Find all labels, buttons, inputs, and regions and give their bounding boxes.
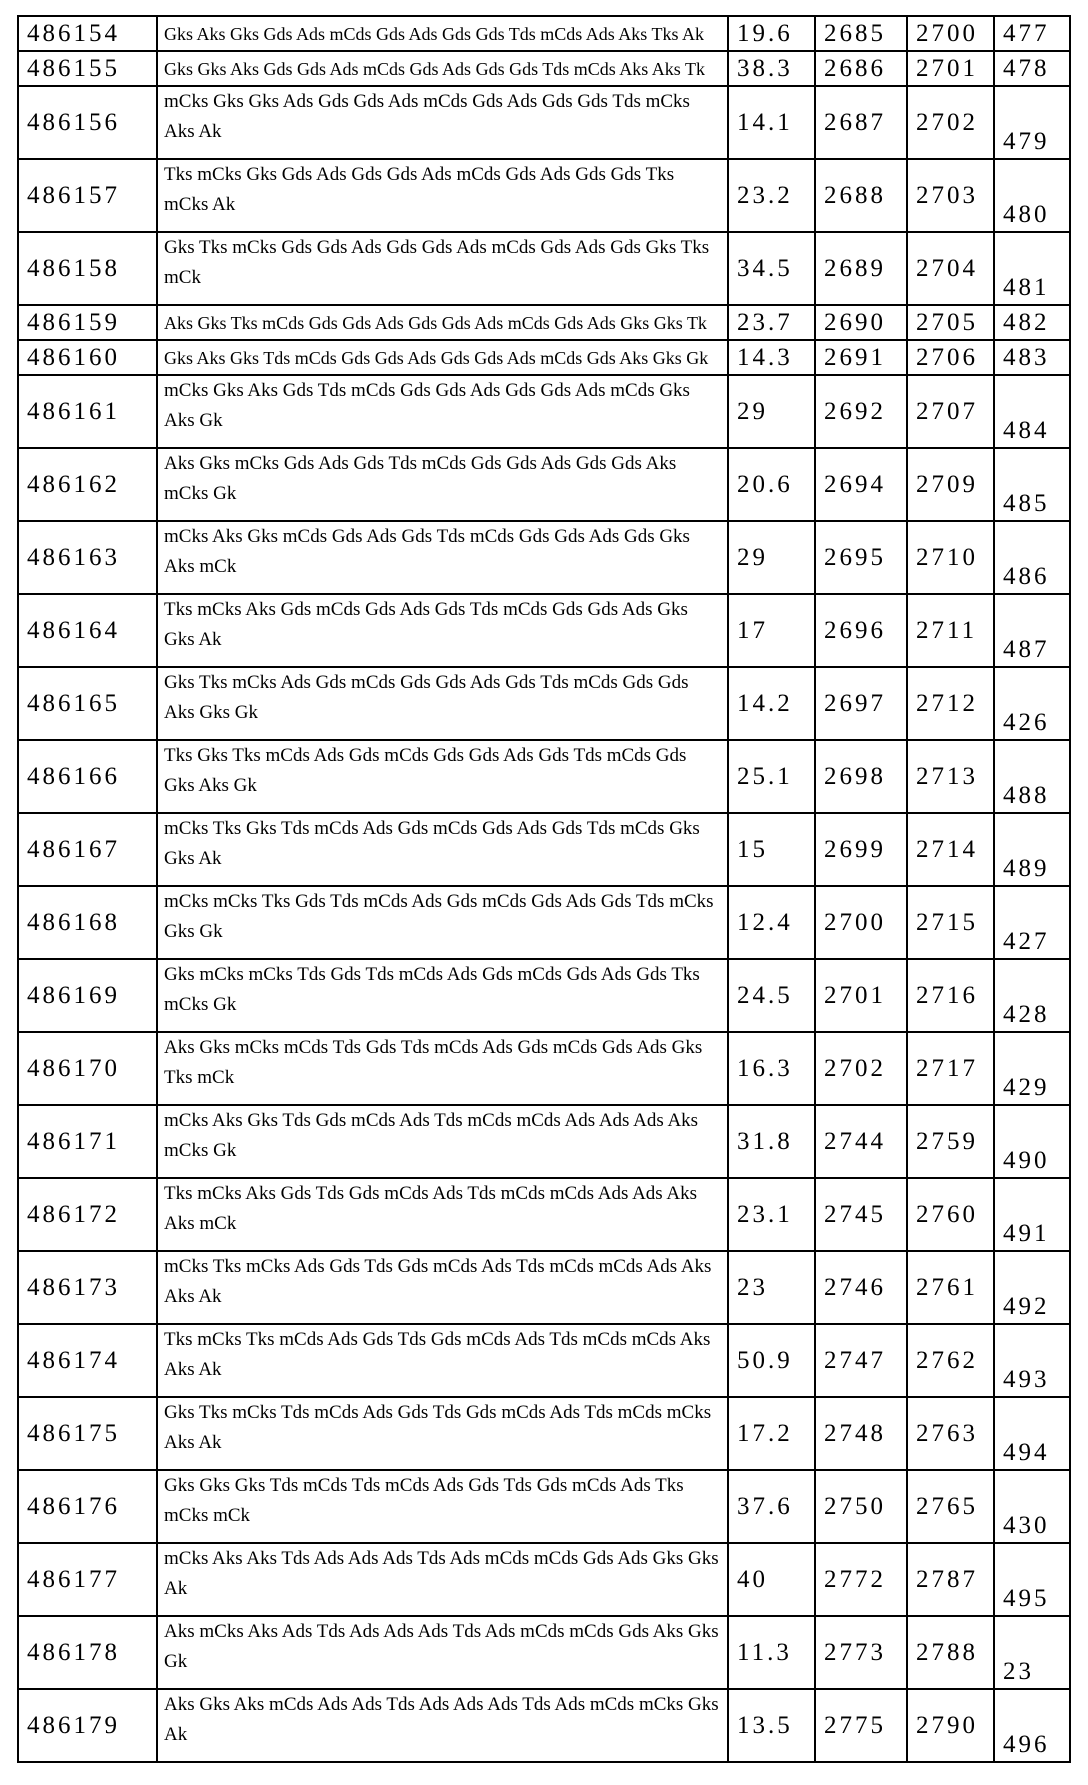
isis-number-cell: 486179: [18, 1689, 157, 1762]
isis-number-cell: 486171: [18, 1105, 157, 1178]
isis-number-cell: 486162: [18, 448, 157, 521]
percent-inhibition-cell: 38.3: [728, 51, 815, 86]
seq-id-cell: 426: [994, 667, 1070, 740]
seq-id-cell: 478: [994, 51, 1070, 86]
stop-site-cell: 2716: [907, 959, 994, 1032]
table-row: [18, 740, 1070, 813]
isis-number-cell: 486168: [18, 886, 157, 959]
start-site-cell: 2694: [815, 448, 907, 521]
table-row: [18, 594, 1070, 667]
start-site-cell: 2773: [815, 1616, 907, 1689]
table-row: [18, 448, 1070, 521]
start-site-cell: 2686: [815, 51, 907, 86]
isis-number-cell: 486167: [18, 813, 157, 886]
start-site-cell: 2685: [815, 16, 907, 51]
percent-inhibition-cell: 23.7: [728, 305, 815, 340]
table-row: [18, 1397, 1070, 1470]
percent-inhibition-cell: 34.5: [728, 232, 815, 305]
isis-number-cell: 486175: [18, 1397, 157, 1470]
seq-id-cell: 480: [994, 159, 1070, 232]
percent-inhibition-cell: 50.9: [728, 1324, 815, 1397]
table-row: [18, 1251, 1070, 1324]
start-site-cell: 2695: [815, 521, 907, 594]
table-row: [18, 1689, 1070, 1762]
isis-number-cell: 486154: [18, 16, 157, 51]
start-site-cell: 2697: [815, 667, 907, 740]
table-row: [18, 159, 1070, 232]
table-row: [18, 375, 1070, 448]
table-row: [18, 1324, 1070, 1397]
seq-id-cell: 479: [994, 86, 1070, 159]
stop-site-cell: 2715: [907, 886, 994, 959]
sequence-cell: Aks Gks mCks mCds Tds Gds Tds mCds Ads Gds mCds Gds Ads Gks Tks mCk: [157, 1032, 728, 1105]
sequence-cell: Gks Tks mCks Gds Gds Ads Gds Gds Ads mCds Gds Ads Gds Gks Tks mCk: [157, 232, 728, 305]
start-site-cell: 2750: [815, 1470, 907, 1543]
table-row: [18, 1470, 1070, 1543]
stop-site-cell: 2705: [907, 305, 994, 340]
seq-id-cell: 429: [994, 1032, 1070, 1105]
start-site-cell: 2746: [815, 1251, 907, 1324]
isis-number-cell: 486176: [18, 1470, 157, 1543]
stop-site-cell: 2711: [907, 594, 994, 667]
start-site-cell: 2775: [815, 1689, 907, 1762]
isis-number-cell: 486160: [18, 340, 157, 375]
start-site-cell: 2696: [815, 594, 907, 667]
start-site-cell: 2772: [815, 1543, 907, 1616]
percent-inhibition-cell: 14.2: [728, 667, 815, 740]
table-row: [18, 1178, 1070, 1251]
table-row: [18, 86, 1070, 159]
seq-id-cell: 493: [994, 1324, 1070, 1397]
isis-number-cell: 486177: [18, 1543, 157, 1616]
sequence-cell: Tks mCks Gks Gds Ads Gds Gds Ads mCds Gds Ads Gds Gds Tks mCks Ak: [157, 159, 728, 232]
percent-inhibition-cell: 16.3: [728, 1032, 815, 1105]
stop-site-cell: 2762: [907, 1324, 994, 1397]
sequence-cell: mCks Aks Gks Tds Gds mCds Ads Tds mCds mCds Ads Ads Ads Aks mCks Gk: [157, 1105, 728, 1178]
isis-number-cell: 486159: [18, 305, 157, 340]
percent-inhibition-cell: 19.6: [728, 16, 815, 51]
table-row: [18, 305, 1070, 340]
stop-site-cell: 2714: [907, 813, 994, 886]
stop-site-cell: 2707: [907, 375, 994, 448]
seq-id-cell: 486: [994, 521, 1070, 594]
table-row: [18, 521, 1070, 594]
isis-number-cell: 486173: [18, 1251, 157, 1324]
seq-id-cell: 427: [994, 886, 1070, 959]
sequence-cell: Gks mCks mCks Tds Gds Tds mCds Ads Gds mCds Gds Ads Gds Tks mCks Gk: [157, 959, 728, 1032]
percent-inhibition-cell: 14.1: [728, 86, 815, 159]
start-site-cell: 2690: [815, 305, 907, 340]
stop-site-cell: 2790: [907, 1689, 994, 1762]
sequence-cell: mCks Gks Aks Gds Tds mCds Gds Gds Ads Gds Gds Ads mCds Gks Aks Gk: [157, 375, 728, 448]
sequence-cell: Gks Aks Gks Gds Ads mCds Gds Ads Gds Gds Tds mCds Ads Aks Tks Ak: [157, 16, 728, 51]
isis-number-cell: 486155: [18, 51, 157, 86]
isis-number-cell: 486164: [18, 594, 157, 667]
table-row: [18, 1543, 1070, 1616]
sequence-cell: mCks Aks Aks Tds Ads Ads Ads Tds Ads mCds mCds Gds Ads Gks Gks Ak: [157, 1543, 728, 1616]
isis-number-cell: 486172: [18, 1178, 157, 1251]
start-site-cell: 2744: [815, 1105, 907, 1178]
isis-number-cell: 486166: [18, 740, 157, 813]
table-row: [18, 340, 1070, 375]
percent-inhibition-cell: 17: [728, 594, 815, 667]
stop-site-cell: 2712: [907, 667, 994, 740]
sequence-cell: Tks mCks Aks Gds mCds Gds Ads Gds Tds mCds Gds Gds Ads Gks Gks Ak: [157, 594, 728, 667]
percent-inhibition-cell: 24.5: [728, 959, 815, 1032]
percent-inhibition-cell: 37.6: [728, 1470, 815, 1543]
start-site-cell: 2700: [815, 886, 907, 959]
percent-inhibition-cell: 11.3: [728, 1616, 815, 1689]
seq-id-cell: 488: [994, 740, 1070, 813]
percent-inhibition-cell: 31.8: [728, 1105, 815, 1178]
isis-number-cell: 486178: [18, 1616, 157, 1689]
percent-inhibition-cell: 29: [728, 375, 815, 448]
stop-site-cell: 2702: [907, 86, 994, 159]
sequence-cell: mCks mCks Tks Gds Tds mCds Ads Gds mCds Gds Ads Gds Tds mCks Gks Gk: [157, 886, 728, 959]
seq-id-cell: 487: [994, 594, 1070, 667]
oligonucleotide-table: [17, 15, 1071, 1763]
stop-site-cell: 2761: [907, 1251, 994, 1324]
isis-number-cell: 486169: [18, 959, 157, 1032]
table-row: [18, 1032, 1070, 1105]
start-site-cell: 2747: [815, 1324, 907, 1397]
isis-number-cell: 486170: [18, 1032, 157, 1105]
isis-number-cell: 486156: [18, 86, 157, 159]
table-row: [18, 886, 1070, 959]
percent-inhibition-cell: 13.5: [728, 1689, 815, 1762]
table-row: [18, 959, 1070, 1032]
start-site-cell: 2702: [815, 1032, 907, 1105]
stop-site-cell: 2787: [907, 1543, 994, 1616]
seq-id-cell: 495: [994, 1543, 1070, 1616]
percent-inhibition-cell: 15: [728, 813, 815, 886]
stop-site-cell: 2710: [907, 521, 994, 594]
start-site-cell: 2689: [815, 232, 907, 305]
stop-site-cell: 2717: [907, 1032, 994, 1105]
start-site-cell: 2698: [815, 740, 907, 813]
start-site-cell: 2692: [815, 375, 907, 448]
start-site-cell: 2701: [815, 959, 907, 1032]
seq-id-cell: 430: [994, 1470, 1070, 1543]
sequence-cell: Aks Gks mCks Gds Ads Gds Tds mCds Gds Gds Ads Gds Gds Aks mCks Gk: [157, 448, 728, 521]
percent-inhibition-cell: 23.2: [728, 159, 815, 232]
percent-inhibition-cell: 23: [728, 1251, 815, 1324]
seq-id-cell: 23: [994, 1616, 1070, 1689]
seq-id-cell: 489: [994, 813, 1070, 886]
table-row: [18, 667, 1070, 740]
percent-inhibition-cell: 23.1: [728, 1178, 815, 1251]
stop-site-cell: 2788: [907, 1616, 994, 1689]
sequence-cell: Gks Aks Gks Tds mCds Gds Gds Ads Gds Gds Ads mCds Gds Aks Gks Gk: [157, 340, 728, 375]
sequence-cell: mCks Tks Gks Tds mCds Ads Gds mCds Gds Ads Gds Tds mCds Gks Gks Ak: [157, 813, 728, 886]
sequence-cell: mCks Gks Gks Ads Gds Gds Ads mCds Gds Ads Gds Gds Tds mCks Aks Ak: [157, 86, 728, 159]
seq-id-cell: 496: [994, 1689, 1070, 1762]
start-site-cell: 2687: [815, 86, 907, 159]
sequence-cell: mCks Aks Gks mCds Gds Ads Gds Tds mCds Gds Gds Ads Gds Gks Aks mCk: [157, 521, 728, 594]
start-site-cell: 2699: [815, 813, 907, 886]
stop-site-cell: 2713: [907, 740, 994, 813]
percent-inhibition-cell: 20.6: [728, 448, 815, 521]
sequence-cell: Gks Gks Aks Gds Gds Ads mCds Gds Ads Gds Gds Tds mCds Aks Aks Tk: [157, 51, 728, 86]
table-row: [18, 51, 1070, 86]
seq-id-cell: 482: [994, 305, 1070, 340]
isis-number-cell: 486157: [18, 159, 157, 232]
sequence-cell: Gks Gks Gks Tds mCds Tds mCds Ads Gds Tds Gds mCds Ads Tks mCks mCk: [157, 1470, 728, 1543]
start-site-cell: 2688: [815, 159, 907, 232]
sequence-cell: Gks Tks mCks Ads Gds mCds Gds Gds Ads Gds Tds mCds Gds Gds Aks Gks Gk: [157, 667, 728, 740]
seq-id-cell: 483: [994, 340, 1070, 375]
seq-id-cell: 428: [994, 959, 1070, 1032]
stop-site-cell: 2700: [907, 16, 994, 51]
start-site-cell: 2745: [815, 1178, 907, 1251]
stop-site-cell: 2760: [907, 1178, 994, 1251]
table-row: [18, 813, 1070, 886]
start-site-cell: 2748: [815, 1397, 907, 1470]
start-site-cell: 2691: [815, 340, 907, 375]
percent-inhibition-cell: 12.4: [728, 886, 815, 959]
table-row: [18, 232, 1070, 305]
seq-id-cell: 477: [994, 16, 1070, 51]
isis-number-cell: 486165: [18, 667, 157, 740]
stop-site-cell: 2763: [907, 1397, 994, 1470]
stop-site-cell: 2701: [907, 51, 994, 86]
stop-site-cell: 2759: [907, 1105, 994, 1178]
stop-site-cell: 2706: [907, 340, 994, 375]
seq-id-cell: 494: [994, 1397, 1070, 1470]
sequence-cell: Gks Tks mCks Tds mCds Ads Gds Tds Gds mCds Ads Tds mCds mCks Aks Ak: [157, 1397, 728, 1470]
table-row: [18, 1105, 1070, 1178]
table-row: [18, 1616, 1070, 1689]
sequence-cell: mCks Tks mCks Ads Gds Tds Gds mCds Ads Tds mCds mCds Ads Aks Aks Ak: [157, 1251, 728, 1324]
sequence-cell: Tks mCks Tks mCds Ads Gds Tds Gds mCds Ads Tds mCds mCds Aks Aks Ak: [157, 1324, 728, 1397]
sequence-cell: Aks Gks Aks mCds Ads Ads Tds Ads Ads Ads Tds Ads mCds mCks Gks Ak: [157, 1689, 728, 1762]
stop-site-cell: 2703: [907, 159, 994, 232]
percent-inhibition-cell: 40: [728, 1543, 815, 1616]
sequence-cell: Aks mCks Aks Ads Tds Ads Ads Ads Tds Ads mCds mCds Gds Aks Gks Gk: [157, 1616, 728, 1689]
percent-inhibition-cell: 17.2: [728, 1397, 815, 1470]
sequence-cell: Tks mCks Aks Gds Tds Gds mCds Ads Tds mCds mCds Ads Ads Aks Aks mCk: [157, 1178, 728, 1251]
sequence-cell: Tks Gks Tks mCds Ads Gds mCds Gds Gds Ads Gds Tds mCds Gds Gks Aks Gk: [157, 740, 728, 813]
percent-inhibition-cell: 29: [728, 521, 815, 594]
percent-inhibition-cell: 25.1: [728, 740, 815, 813]
seq-id-cell: 485: [994, 448, 1070, 521]
isis-number-cell: 486161: [18, 375, 157, 448]
stop-site-cell: 2765: [907, 1470, 994, 1543]
seq-id-cell: 481: [994, 232, 1070, 305]
seq-id-cell: 490: [994, 1105, 1070, 1178]
sequence-cell: Aks Gks Tks mCds Gds Gds Ads Gds Gds Ads mCds Gds Ads Gks Gks Tk: [157, 305, 728, 340]
isis-number-cell: 486174: [18, 1324, 157, 1397]
isis-number-cell: 486158: [18, 232, 157, 305]
isis-number-cell: 486163: [18, 521, 157, 594]
percent-inhibition-cell: 14.3: [728, 340, 815, 375]
table-row: [18, 16, 1070, 51]
seq-id-cell: 492: [994, 1251, 1070, 1324]
seq-id-cell: 484: [994, 375, 1070, 448]
stop-site-cell: 2709: [907, 448, 994, 521]
stop-site-cell: 2704: [907, 232, 994, 305]
seq-id-cell: 491: [994, 1178, 1070, 1251]
